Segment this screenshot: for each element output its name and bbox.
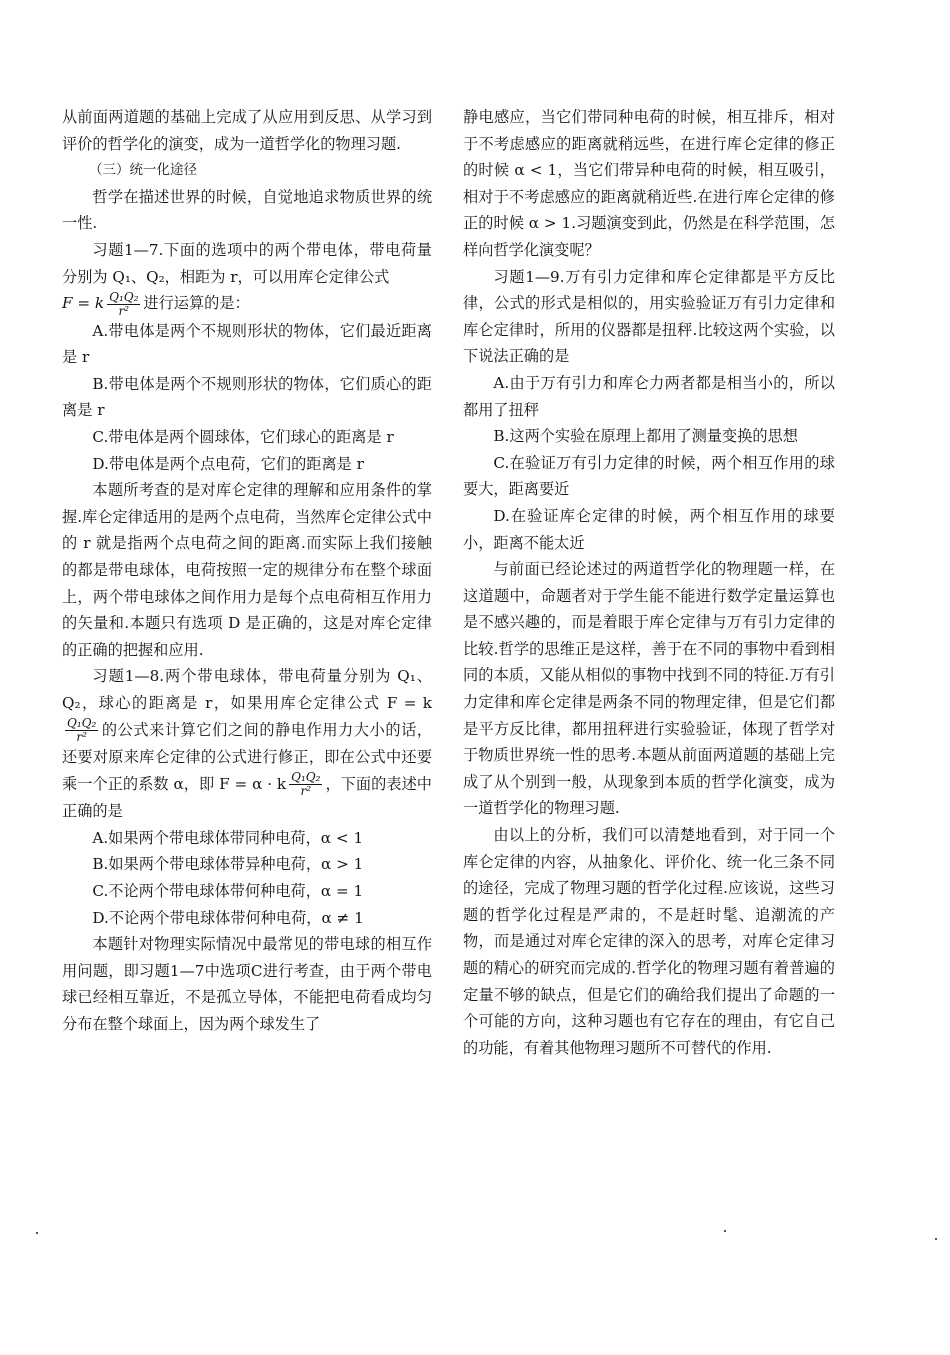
option-a: A.带电体是两个不规则形状的物体，它们最近距离是 r	[62, 321, 432, 367]
option-a: A.如果两个带电球体带同种电荷，α < 1	[92, 828, 364, 847]
fraction-numerator: Q₁Q₂	[67, 716, 97, 731]
fraction-numerator: Q₁Q₂	[291, 770, 321, 785]
fraction-denominator: r²	[76, 730, 87, 745]
option-b: B.这两个实验在原理上都用了测量变换的思想	[493, 427, 798, 446]
left-column	[62, 104, 432, 1038]
fraction-numerator: Q₁Q₂	[109, 289, 139, 304]
exercise-text: 习题1—7.下面的选项中的两个带电体，带电荷量分别为 Q₁、Q₂，相距为 r，可以用库仑定律公式	[62, 240, 432, 286]
conclusion-paragraph: 由以上的分析，我们可以清楚地看到，对于同一个库仑定律的内容，从抽象化、评价化、统一化三条不同的途径，完成了物理习题的哲学化过程.应该说，这些习题的哲学化过程是严肃的，不是赶时髦、追潮流的产物，而是通过对库仑定律的深入的思考，对库仑定律习题的精心的研究而完成的.哲学化的物理习题有着普遍的定量不够的缺点，但是它们的确给我们提出了命题的一个可能的方向，这种习题也有它存在的理由，有它自己的功能，有着其他物理习题所不可替代的作用.	[463, 826, 835, 1057]
right-column	[463, 104, 835, 1061]
scan-speck	[935, 1238, 937, 1240]
exercise-text: 的公式来计算它们之间的静电作用力大小的话，还要对原来库仑定律的公式进行修正，即在公式中还要乘一个正的系数 α，即 F = α · k	[62, 720, 432, 793]
exercise-1-9-analysis: 与前面已经论述过的两道哲学化的物理题一样，在这道题中，命题者对于学生能不能进行数学定量运算也是不感兴趣的，而是着眼于库仑定律与万有引力定律的比较.哲学的思维正是这样，善于在不同的事物中看到相同的本质，又能从相似的事物中找到不同的特征.万有引力定律和库仑定律是两条不同的物理定律，但是它们都是平方反比律，都用扭秤进行实验验证，体现了哲学对于物质世界统一性的思考.本题从前面两道题的基础上完成了从个别到一般，从现象到本质的哲学化演变，成为一道哲学化的物理习题.	[463, 560, 835, 818]
exercise-1-7-intro	[62, 237, 432, 290]
exercise-text: 习题1—8.两个带电球体，带电荷量分别为 Q₁、Q₂，球心的距离是 r，如果用库仑定律公式 F = k	[62, 667, 432, 712]
option-d: D.不论两个带电球体带何种电荷，α ≠ 1	[92, 908, 364, 927]
option-b: B.如果两个带电球体带异种电荷，α > 1	[92, 855, 364, 874]
fraction	[289, 771, 322, 798]
exercise-1-7-formula-line	[62, 290, 432, 318]
formula-tail: 进行运算的是：	[143, 294, 250, 313]
fraction	[107, 291, 140, 318]
option-c: C.带电体是两个圆球体，它们球心的距离是 r	[92, 428, 394, 447]
section-heading: （三）统一化途径	[89, 162, 197, 179]
scan-speck	[36, 1232, 38, 1234]
option-c: C.不论两个带电球体带何种电荷，α = 1	[92, 881, 364, 900]
exercise-1-7-analysis: 本题所考查的是对库仑定律的理解和应用条件的掌握.库仑定律适用的是两个点电荷，当然库仑定律公式中的 r 就是指两个点电荷之间的距离.而实际上我们接触的都是带电球体，电荷按照一定的规律分布在整个球面上，两个带电球体之间作用力是每个点电荷相互作用力的矢量和.本题只有选项 D 是正确的，这是对库仑定律的正确的把握和应用.	[62, 481, 432, 659]
option-b: B.带电体是两个不规则形状的物体，它们质心的距离是 r	[62, 374, 432, 420]
exercise-text: ，下面的表述中正确的是	[62, 774, 432, 821]
fraction	[65, 717, 98, 744]
formula-lhs: F = k	[62, 294, 105, 313]
paragraph: 哲学在描述世界的时候，自觉地追求物质世界的统一性.	[62, 187, 432, 233]
fraction-denominator: r²	[300, 784, 312, 799]
exercise-1-9-intro: 习题1—9.万有引力定律和库仑定律都是平方反比律，公式的形式是相似的，用实验验证万有引力定律和库仑定律时，所用的仪器都是扭秤.比较这两个实验，以下说法正确的是	[463, 267, 835, 366]
option-c: C.在验证万有引力定律的时候，两个相互作用的球要大，距离要近	[463, 453, 835, 499]
fraction-denominator: r²	[118, 303, 130, 318]
option-d: D.带电体是两个点电荷，它们的距离是 r	[92, 454, 364, 473]
paragraph-continued: 静电感应，当它们带同种电荷的时候，相互排斥，相对于不考虑感应的距离就稍远些，在进行库仑定律的修正的时候 α < 1，当它们带异种电荷的时候，相互吸引，相对于不考虑感应的距离就稍近些.在进行库仑定律的修正的时候 α > 1.习题演变到此，仍然是在科学范围，怎样向哲学化演变呢？	[463, 108, 835, 259]
exercise-1-8-analysis: 本题针对物理实际情况中最常见的带电球的相互作用问题，即习题1—7中选项C进行考查，由于两个带电球已经相互靠近，不是孤立导体，不能把电荷看成均匀分布在整个球面上，因为两个球发生了	[62, 935, 432, 1033]
option-d: D.在验证库仑定律的时候，两个相互作用的球要小，距离不能太近	[463, 506, 835, 552]
exercise-1-8-intro	[62, 663, 432, 824]
scan-speck	[724, 1230, 726, 1232]
paragraph-continued: 从前面两道题的基础上完成了从应用到反思、从学习到评价的哲学化的演变，成为一道哲学化的物理习题.	[62, 108, 432, 153]
option-a: A.由于万有引力和库仑力两者都是相当小的，所以都用了扭秤	[463, 373, 835, 419]
